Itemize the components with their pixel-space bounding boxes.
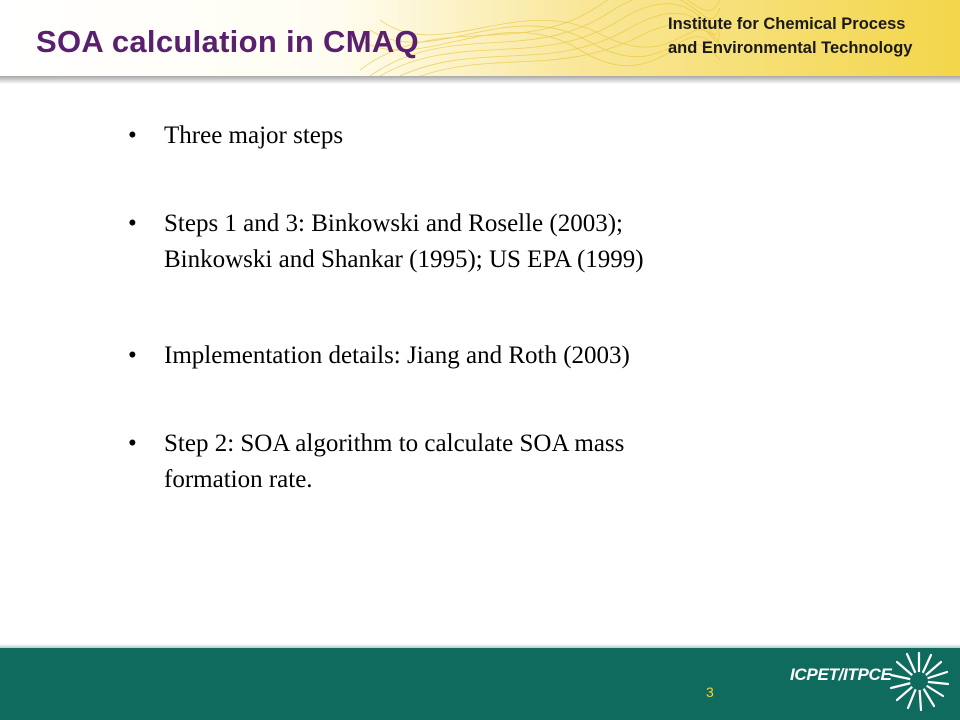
bullet-item (128, 426, 848, 498)
bullet-text: • Steps 1 and 3: Binkowski and Roselle (2003); (164, 210, 623, 237)
institute-name (668, 12, 938, 60)
institute-name-line-1: Institute for Chemical Process (668, 15, 906, 33)
page-number: 3 (706, 684, 714, 700)
bullet-item (128, 118, 848, 154)
bullet-text: • Three major steps (164, 122, 344, 149)
bullet-text: Binkowski and Shankar (1995); US EPA (1999) (164, 246, 644, 273)
sunburst-logo-icon (888, 650, 950, 712)
bullet-list (128, 118, 848, 498)
slide-title: SOA calculation in CMAQ (36, 24, 419, 59)
bullet-text: • Implementation details: Jiang and Roth (2003) (164, 342, 630, 369)
bullet-text: formation rate. (164, 466, 313, 493)
header-shadow (0, 76, 960, 84)
bullet-text: • Step 2: SOA algorithm to calculate SOA mass (164, 430, 625, 457)
bullet-item (128, 206, 848, 278)
footer-logo-text: ICPET/ITPCE (790, 665, 892, 684)
slide-header (0, 0, 960, 76)
institute-name-line-2: and Environmental Technology (668, 39, 913, 57)
bullet-item (128, 338, 848, 374)
